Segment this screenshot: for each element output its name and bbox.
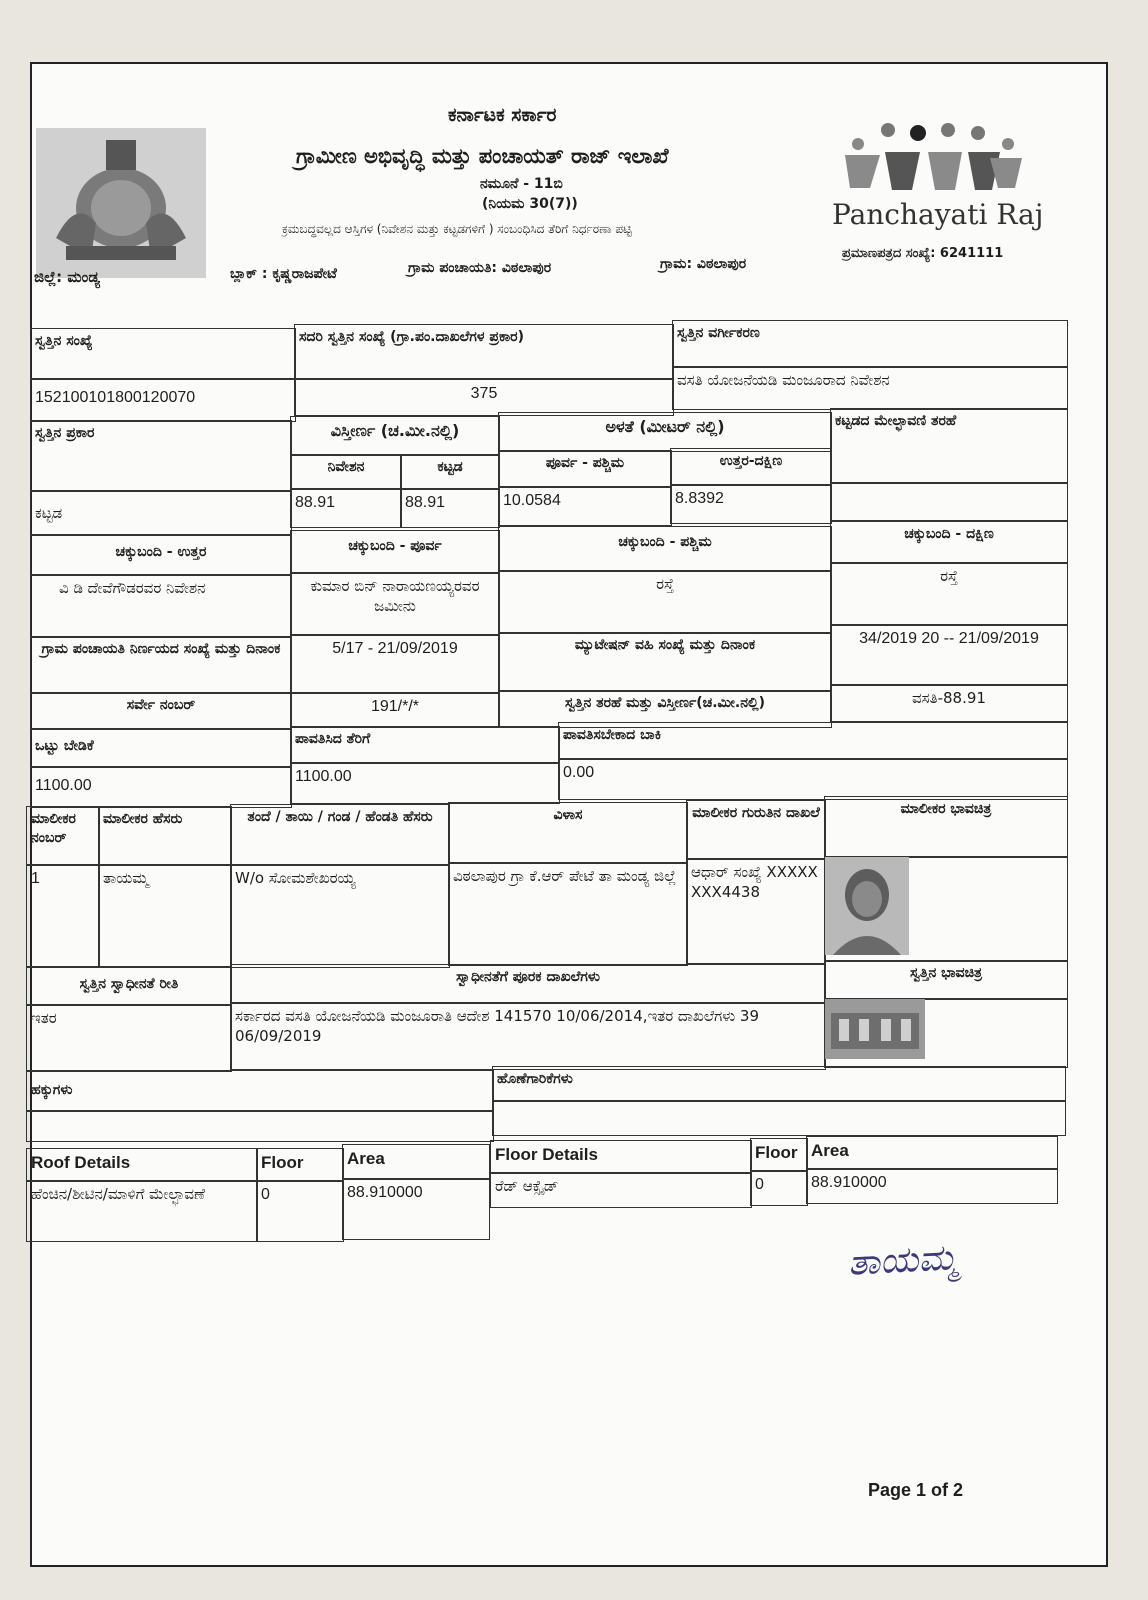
owner-id-value: ಆಧಾರ್ ಸಂಖ್ಯೆ XXXXXXXX4438: [686, 858, 826, 964]
gp-decision-label: ಗ್ರಾಮ ಪಂಚಾಯತಿ ನಿರ್ಣಯದ ಸಂಖ್ಯೆ ಮತ್ತು ದಿನಾಂಕ: [30, 636, 292, 694]
brand-name: Panchayati Raj: [832, 198, 1044, 231]
rule-number: (ನಿಯಮ 30(7)): [482, 196, 578, 212]
owner-name: ತಾಯಮ್ಮ: [98, 864, 232, 968]
block: ಬ್ಲಾಕ್ : ಕೃಷ್ಣರಾಜಪೇಟೆ: [230, 266, 337, 282]
roof-type: ಹೆಂಚಿನ/ಶೀಟಿನ/ಮಾಳಿಗೆ ಮೇಲ್ಛಾವಣೆ: [26, 1180, 258, 1242]
owner-name-label: ಮಾಲೀಕರ ಹೆಸರು: [98, 806, 232, 866]
site-area-value: 88.91: [290, 488, 402, 528]
ownership-docs-value: ಸರ್ಕಾರದ ವಸತಿ ಯೋಜನೆಯಡಿ ಮಂಜೂರಾತಿ ಆದೇಶ 141570 10/06/2014,ಇತರ ದಾಖಲೆಗಳು 39 06/09/2019: [230, 1002, 826, 1070]
total-demand-label: ಒಟ್ಟು ಬೇಡಿಕೆ: [30, 728, 292, 768]
boundary-north-label: ಚಕ್ಕುಬಂದಿ - ಉತ್ತರ: [30, 534, 292, 576]
district: ಜಿಲ್ಲೆ: ಮಂಡ್ಯ: [34, 268, 100, 286]
balance-due-label: ಪಾವತಿಸಬೇಕಾದ ಬಾಕಿ: [558, 722, 1068, 760]
dimension-label: ಅಳತೆ (ಮೀಟರ್ ನಲ್ಲಿ): [498, 412, 832, 452]
boundary-north-value: ವಿ ಡಿ ದೇವೆಗೌಡರವರ ನಿವೇಶನ: [30, 574, 292, 638]
property-photo-label: ಸ್ವತ್ತಿನ ಭಾವಚಿತ್ರ: [824, 960, 1068, 1000]
owner-number: 1: [26, 864, 100, 968]
property-id-value: 152100101800120070: [30, 378, 296, 422]
certificate-number: ಪ್ರಮಾಣಪತ್ರದ ಸಂಖ್ಯೆ: 6241111: [842, 246, 1004, 261]
gp-decision-value: 5/17 - 21/09/2019: [290, 634, 500, 694]
karnataka-emblem: [36, 128, 206, 278]
liabilities-value: [492, 1100, 1066, 1136]
roof-area: 88.910000: [342, 1178, 490, 1240]
doc-subtitle: ಕ್ರಮಬದ್ಧವಲ್ಲದ ಆಸ್ತಿಗಳ (ನಿವೇಶನ ಮತ್ತು ಕಟ್ಟಡಗಳಿಗೆ ) ಸಂಬಂಧಿಸಿದ ತೆರಿಗೆ ನಿರ್ಧರಣಾ ಪಟ್ಟಿ: [282, 222, 632, 236]
north-south-value: 8.8392: [670, 484, 832, 524]
property-type-label: ಸ್ವತ್ತಿನ ಪ್ರಕಾರ: [30, 420, 292, 492]
property-kind-label: ಸ್ವತ್ತಿನ ತರಹೆ ಮತ್ತು ವಿಸ್ತೀರ್ಣ(ಚ.ಮೀ.ನಲ್ಲಿ): [498, 690, 832, 728]
owner-photo: [825, 857, 909, 955]
rights-label: ಹಕ್ಕುಗಳು: [26, 1070, 494, 1112]
boundary-south-value: ರಸ್ತೆ: [830, 562, 1068, 626]
gp-number-value: 375: [294, 378, 674, 416]
roof-type-value: [830, 482, 1068, 522]
building-label: ಕಟ್ಟಡ: [400, 454, 500, 490]
boundary-east-value: ಕುಮಾರ ಬಿನ್ ನಾರಾಯಣಯ್ಯರವರ ಜಮೀನು: [290, 572, 500, 636]
boundary-east-label: ಚಕ್ಕುಬಂದಿ - ಪೂರ್ವ: [290, 530, 500, 574]
roof-details-header: Roof Details: [26, 1148, 258, 1182]
property-id-label: ಸ್ವತ್ತಿನ ಸಂಖ್ಯೆ: [30, 328, 296, 380]
east-west-value: 10.0584: [498, 486, 672, 526]
boundary-west-value: ರಸ್ತೆ: [498, 570, 832, 634]
roof-area-header: Area: [342, 1144, 490, 1180]
form-number: ನಮೂನೆ - 11ಬಿ: [480, 176, 563, 192]
owner-signature: ತಾಯಮ್ಮ: [846, 1237, 959, 1284]
boundary-south-label: ಚಕ್ಕುಬಂದಿ - ದಕ್ಷಿಣ: [830, 520, 1068, 564]
roof-type-label: ಕಟ್ಟಡದ ಮೇಲ್ಛಾವಣಿ ತರಹೆ: [830, 408, 1068, 484]
property-kind-value: ವಸತಿ-88.91: [830, 684, 1068, 722]
floor-type: ರೆಡ್ ಆಕ್ಸೈಡ್: [490, 1172, 752, 1208]
ownership-docs-label: ಸ್ವಾಧೀನತೆಗೆ ಪೂರಕ ದಾಖಲೆಗಳು: [230, 964, 826, 1004]
dept-title: ಗ್ರಾಮೀಣ ಅಭಿವೃದ್ಧಿ ಮತ್ತು ಪಂಚಾಯತ್ ರಾಜ್ ಇಲಾಖೆ: [296, 144, 669, 168]
tax-paid-value: 1100.00: [290, 762, 560, 804]
owner-photo-label: ಮಾಲೀಕರ ಭಾವಚಿತ್ರ: [824, 796, 1068, 858]
classification-label: ಸ್ವತ್ತಿನ ವರ್ಗೀಕರಣ: [672, 320, 1068, 368]
mutation-label: ಮ್ಯುಟೇಷನ್ ವಹಿ ಸಂಖ್ಯೆ ಮತ್ತು ದಿನಾಂಕ: [498, 632, 832, 692]
govt-title: ಕರ್ನಾಟಕ ಸರ್ಕಾರ: [448, 104, 557, 126]
property-photo: [825, 999, 925, 1059]
boundary-west-label: ಚಕ್ಕುಬಂದಿ - ಪಶ್ಚಿಮ: [498, 526, 832, 572]
gp-number-label: ಸದರಿ ಸ್ವತ್ತಿನ ಸಂಖ್ಯೆ (ಗ್ರಾ.ಪಂ.ದಾಖಲೆಗಳ ಪ್ರಕಾರ): [294, 324, 674, 380]
rights-value: [26, 1110, 494, 1142]
owner-number-label: ಮಾಲೀಕರ ನಂಬರ್: [26, 806, 100, 866]
gram-panchayat: ಗ್ರಾಮ ಪಂಚಾಯತಿ: ವಿಠಲಾಪುರ: [408, 260, 552, 276]
building-area-value: 88.91: [400, 488, 500, 528]
area-label: ವಿಸ್ತೀರ್ಣ (ಚ.ಮೀ.ನಲ್ಲಿ): [290, 416, 500, 456]
roof-floor: 0: [256, 1180, 344, 1242]
floor-details-header: Floor Details: [490, 1140, 752, 1174]
floor-area: 88.910000: [806, 1168, 1058, 1204]
village: ಗ್ರಾಮ: ವಿಠಲಾಪುರ: [660, 256, 747, 272]
ownership-mode-label: ಸ್ವತ್ತಿನ ಸ್ವಾಧೀನತೆ ರೀತಿ: [26, 966, 232, 1006]
east-west-label: ಪೂರ್ವ - ಪಶ್ಚಿಮ: [498, 450, 672, 488]
panchayati-raj-logo: [840, 120, 1025, 205]
floor-floor: 0: [750, 1170, 808, 1206]
north-south-label: ಉತ್ತರ-ದಕ್ಷಿಣ: [670, 448, 832, 486]
survey-label: ಸರ್ವೇ ನಂಬರ್: [30, 692, 292, 730]
property-type-value: ಕಟ್ಟಡ: [30, 490, 292, 536]
relation-name: W/o ಸೋಮಶೇಖರಯ್ಯ: [230, 864, 450, 968]
page-number: Page 1 of 2: [868, 1480, 964, 1500]
relation-name-label: ತಂದೆ / ತಾಯಿ / ಗಂಡ / ಹೆಂಡತಿ ಹೆಸರು: [230, 804, 450, 866]
property-photo-cell: [824, 998, 1068, 1068]
classification-value: ವಸತಿ ಯೋಜನೆಯಡಿ ಮಂಜೂರಾದ ನಿವೇಶನ: [672, 366, 1068, 410]
floor-area-header: Area: [806, 1136, 1058, 1170]
floor-floor-header: Floor: [750, 1138, 808, 1172]
survey-value: 191/*/*: [290, 692, 500, 728]
tax-paid-label: ಪಾವತಿಸಿದ ತೆರಿಗೆ: [290, 726, 560, 764]
total-demand-value: 1100.00: [30, 766, 292, 808]
address-label: ವಿಳಾಸ: [448, 802, 688, 864]
balance-due-value: 0.00: [558, 758, 1068, 800]
owner-id-label: ಮಾಲೀಕರ ಗುರುತಿನ ದಾಖಲೆ: [686, 800, 826, 860]
site-label: ನಿವೇಶನ: [290, 454, 402, 490]
owner-address: ವಿಠಲಾಪುರ ಗ್ರಾ ಕೆ.ಆರ್ ಪೇಟೆ ತಾ ಮಂಡ್ಯ ಜಿಲ್ಲೆ: [448, 862, 688, 966]
owner-photo-cell: [824, 856, 1068, 962]
roof-floor-header: Floor: [256, 1148, 344, 1182]
mutation-value: 34/2019 20 -- 21/09/2019: [830, 624, 1068, 686]
liabilities-label: ಹೊಣೆಗಾರಿಕೆಗಳು: [492, 1066, 1066, 1102]
ownership-mode-value: ಇತರ: [26, 1004, 232, 1072]
